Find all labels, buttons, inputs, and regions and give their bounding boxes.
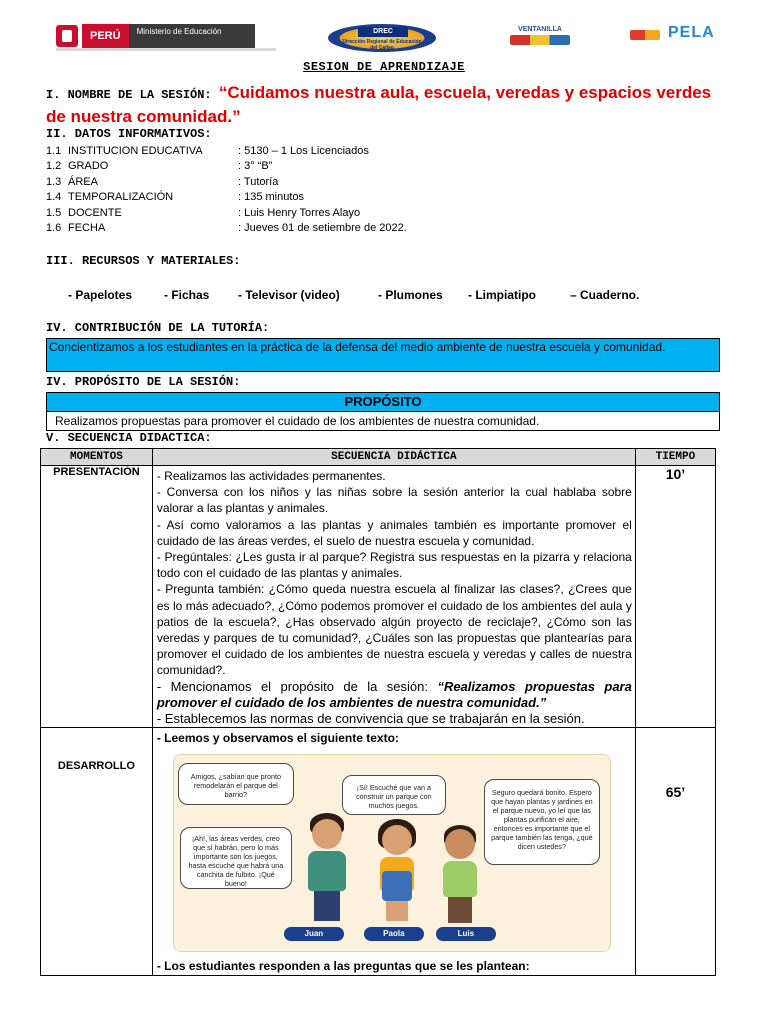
peru-shield-icon <box>56 25 78 47</box>
drec-label: DREC <box>358 27 408 37</box>
resources-list <box>68 288 708 302</box>
purpose-table <box>46 392 720 431</box>
info-label: DOCENTE <box>68 206 122 219</box>
pela-flag-icon <box>630 30 660 40</box>
info-row <box>46 175 498 190</box>
info-label: GRADO <box>68 160 109 173</box>
info-row <box>46 159 498 174</box>
name-label-juan: Juan <box>284 927 344 941</box>
purpose-mention-lead: - Mencionamos el propósito de la sesión: <box>156 678 438 694</box>
list-item: - Conversa con los niños y las niñas sobre la sesión anterior la cual hablaba sobre valorar a las plantas y animales. <box>156 485 632 516</box>
list-item: - Los estudiantes responden a las preguntas que se les plantean: <box>156 959 530 974</box>
list-item: - Establecemos las normas de convivencia que se trabajarán en la sesión. <box>156 711 585 727</box>
resource-item: – Cuaderno. <box>570 288 640 302</box>
info-value: : Tutoría <box>238 175 279 188</box>
resource-item: - Televisor (video) <box>238 288 340 302</box>
list-item: - Realizamos las actividades permanentes. <box>156 469 386 483</box>
sequence-header: SECUENCIA DIDÁCTICA <box>152 449 635 466</box>
contribution-box: Concientizamos a los estudiantes en la práctica de la defensa del medio ambiente de nuestra escuela y comunidad. <box>46 338 720 372</box>
header-logos <box>0 24 768 54</box>
info-value: : Luis Henry Torres Alayo <box>238 206 361 219</box>
development-sequence <box>152 728 635 975</box>
info-value: : 5130 – 1 Los Licenciados <box>238 145 369 157</box>
section-datos-heading: II. DATOS INFORMATIVOS: <box>46 127 212 141</box>
info-num: 1.6 <box>46 221 62 234</box>
presentation-moment: PRESENTACIÓN <box>41 466 153 728</box>
list-item: - Así como valoramos a las plantas y animales también es importante promover el cuidado de las áreas verdes, el suelo de nuestra escuela y comunidad. <box>156 517 632 548</box>
session-name: “Cuidamos nuestra aula, escuela, veredas y espacios verdes de nuestra comunidad <box>46 83 712 126</box>
info-label: INSTITUCION EDUCATIVA <box>68 145 203 157</box>
info-list <box>46 144 498 236</box>
presentation-time: 10’ <box>635 466 715 728</box>
section-proposito-heading: IV. PROPÓSITO DE LA SESIÓN: <box>46 375 241 389</box>
list-item: - Leemos y observamos el siguiente texto: <box>156 731 399 746</box>
resource-item: - Limpiatipo <box>468 288 536 302</box>
purpose-text: Realizamos propuestas para promover el cuidado de los ambientes de nuestra comunidad. <box>55 414 540 428</box>
section-contribucion-heading: IV. CONTRIBUCIÓN DE LA TUTORÍA: <box>46 321 270 335</box>
table-row <box>41 728 716 975</box>
speech-bubble-juan: Amigos, ¿sabían que pronto remodelarán el parque del barrio? <box>178 763 294 805</box>
info-value: : 3° “B” <box>238 160 273 173</box>
ventanilla-logo <box>504 26 576 50</box>
ventanilla-emblem-icon <box>510 35 570 45</box>
name-label-paola: Paola <box>364 927 424 941</box>
ministry-label: Ministerio de Educación <box>129 24 255 48</box>
info-num: 1.1 <box>46 145 62 157</box>
juan-character-icon <box>300 813 352 923</box>
document-title: SESION DE APRENDIZAJE <box>303 60 465 74</box>
section-recursos-heading: III. RECURSOS Y MATERIALES: <box>46 254 241 268</box>
sequence-table <box>40 448 716 976</box>
list-item: - Pregúntales: ¿Les gusta ir al parque? Registra sus respuestas en la pizarra y relaciona todo con el cuidado de las plantas y animales. <box>156 550 632 581</box>
purpose-quote: “Realizamos propuestas para promover el cuidado de los ambientes de nuestra comunidad.” <box>156 678 632 710</box>
pela-logo <box>630 24 734 50</box>
moments-header: MOMENTOS <box>41 449 153 466</box>
peru-label: PERÚ <box>82 24 129 48</box>
purpose-mention <box>157 679 632 711</box>
info-value: : 135 minutos <box>238 191 305 204</box>
info-num: 1.3 <box>46 175 62 188</box>
session-label: I. NOMBRE DE LA SESIÓN: <box>46 88 219 102</box>
time-header: TIEMPO <box>635 449 715 466</box>
info-num: 1.2 <box>46 160 62 173</box>
session-name-end: .” <box>227 107 241 126</box>
list-item: - Pregunta también: ¿Cómo queda nuestra escuela al finalizar las clases?, ¿Crees que es lo más adecuado?, ¿Cómo podemos promover el cuidado de los ambientes del aula y patios de la escuela?, ¿Has observado algún proyecto de reciclaje?, ¿Cómo son las veredas y parques de tu comunidad?, ¿Cuáles son las propuestas que plantearías para promover el cuidado de los ambientes de nuestra escuela y veredas y calles de nuestra comunidad?. <box>156 582 632 678</box>
info-value: : Jueves 01 de setiembre de 2022. <box>238 221 407 234</box>
paola-character-icon <box>370 819 422 923</box>
resource-item: - Fichas <box>164 288 210 302</box>
dialogue-illustration <box>173 754 611 952</box>
table-header-row <box>41 449 716 466</box>
info-row <box>46 221 498 236</box>
info-row <box>46 144 498 159</box>
drec-subtitle: Dirección Regional de Educación del Callao <box>342 39 422 51</box>
resource-item: - Plumones <box>378 288 443 302</box>
speech-bubble-juan-2: ¡Ah!, las áreas verdes, creo que sí habrán, pero lo más importante son los juegos, hasta escuché que habrá una canchita de fulbito. ¡Qué bueno! <box>180 827 292 889</box>
section-secuencia-heading: V. SECUENCIA DIDACTICA: <box>46 431 212 445</box>
purpose-header: PROPÓSITO <box>47 393 719 412</box>
luis-character-icon <box>434 825 486 925</box>
info-row <box>46 206 498 221</box>
development-time: 65’ <box>635 728 715 975</box>
pela-label: PELA <box>668 24 715 41</box>
ventanilla-label: VENTANILLA <box>518 26 562 33</box>
ministry-logo <box>56 24 276 51</box>
session-name-line <box>46 82 726 128</box>
speech-bubble-luis: Seguro quedará bonito. Espero que hayan plantas y jardines en el parque nuevo, yo leí que las plantas purifican el aire, entonces es importante que el parque también las tenga, ¿qué dicen ustedes? <box>484 779 600 865</box>
info-num: 1.5 <box>46 206 62 219</box>
info-row <box>46 190 498 205</box>
speech-bubble-paola: ¡Sí! Escuché que van a construir un parque con muchos juegos. <box>342 775 446 815</box>
presentation-sequence <box>152 466 635 728</box>
info-label: ÁREA <box>68 175 98 188</box>
info-num: 1.4 <box>46 191 62 204</box>
resource-item: - Papelotes <box>68 288 133 302</box>
info-label: TEMPORALIZACIÓN <box>68 191 174 204</box>
info-label: FECHA <box>68 221 106 234</box>
table-row <box>41 466 716 728</box>
name-label-luis: Luis <box>436 927 496 941</box>
development-moment: DESARROLLO <box>41 728 153 975</box>
